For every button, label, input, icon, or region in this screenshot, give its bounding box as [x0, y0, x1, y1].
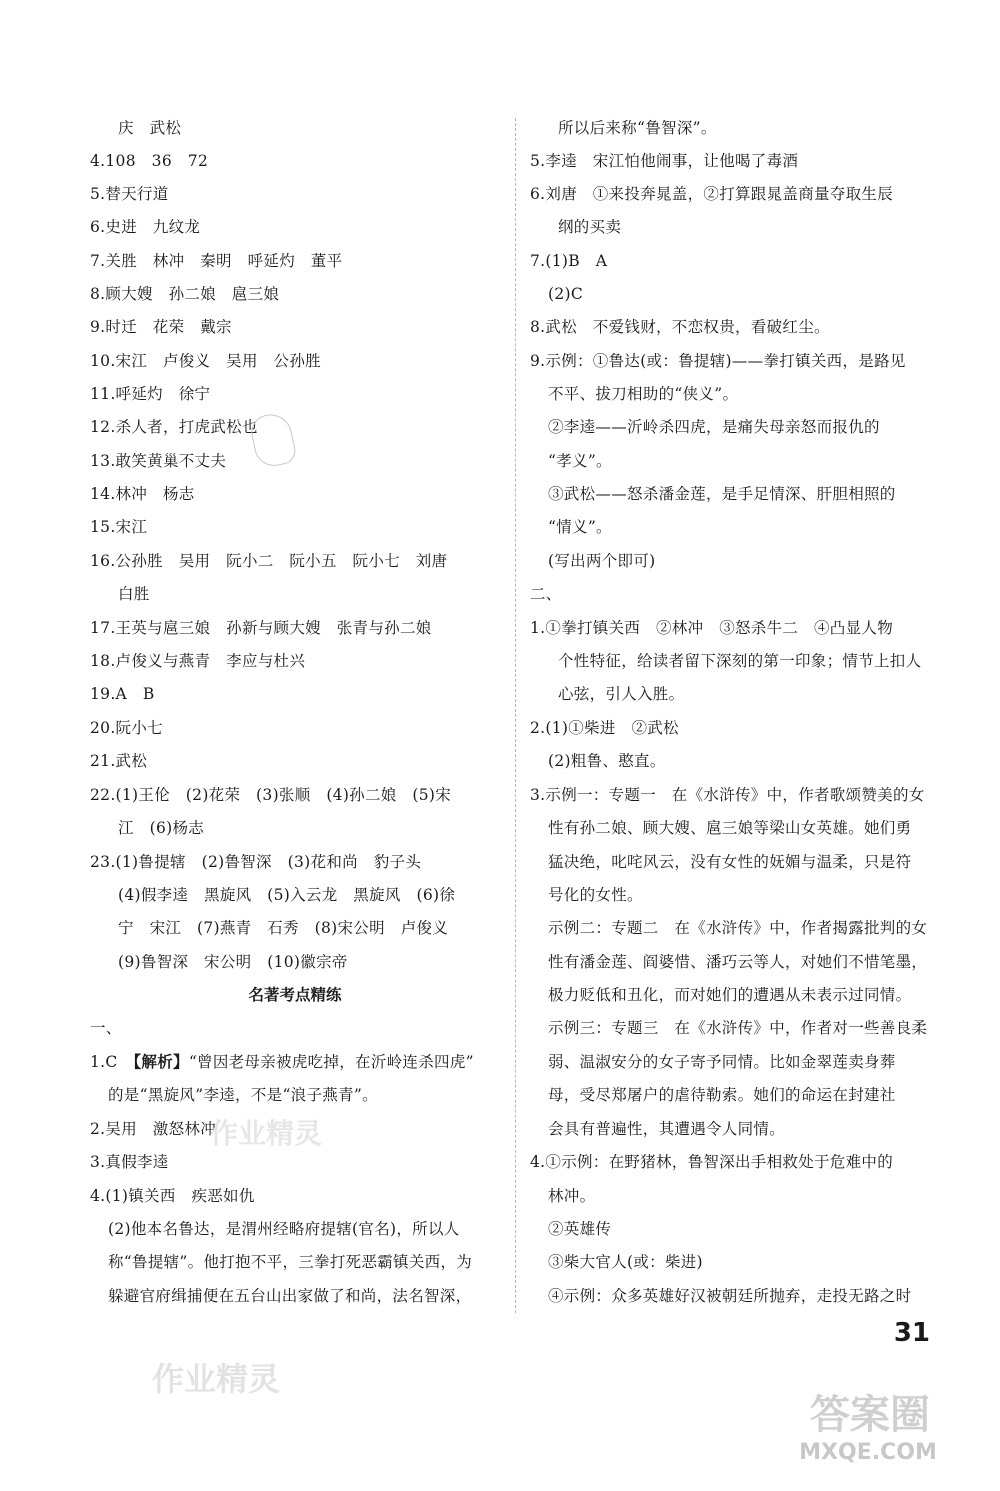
- answer-line: 江 (6)杨志: [118, 819, 205, 837]
- answer-line: 8.武松 不爱钱财，不恋权贵，看破红尘。: [530, 318, 830, 336]
- answer-line: 6.刘唐 ①来投奔晁盖，②打算跟晁盖商量夺取生辰: [530, 185, 893, 203]
- answer-line: 白胜: [118, 585, 150, 603]
- answer-line: 8.顾大嫂 孙二娘 扈三娘: [90, 285, 280, 303]
- part-label: 一、: [90, 1019, 122, 1037]
- answer-line: 15.宋江: [90, 518, 148, 536]
- answer-line: 3.示例一：专题一 在《水浒传》中，作者歌颂赞美的女: [530, 786, 925, 804]
- answer-line: 20.阮小七: [90, 719, 163, 737]
- answer-line: 庆 武松: [118, 119, 182, 137]
- answer-line: 2.吴用 激怒林冲: [90, 1120, 216, 1138]
- part-label: 二、: [530, 585, 562, 603]
- analysis-text: “曾因老母亲被虎吃掉，在沂岭连杀四虎”: [188, 1053, 474, 1071]
- answer-line: 林冲。: [548, 1187, 596, 1205]
- answer-line: (2)粗鲁、憨直。: [548, 752, 666, 770]
- answer-line: 性有潘金莲、阎婆惜、潘巧云等人，对她们不惜笔墨，: [548, 953, 928, 971]
- watermark-text: 作业精灵: [210, 1117, 323, 1150]
- answer-line: 19.A B: [90, 685, 155, 703]
- answer-line: 示例二：专题二 在《水浒传》中，作者揭露批判的女: [548, 919, 928, 937]
- answer-line: [90, 1052, 474, 1072]
- answer-line: 所以后来称“鲁智深”。: [558, 119, 717, 137]
- answer-line: 17.王英与扈三娘 孙新与顾大嫂 张青与孙二娘: [90, 619, 432, 637]
- answer-line: 纲的买卖: [558, 218, 622, 236]
- section-title: 名著考点精练: [248, 986, 342, 1004]
- answer-line: 个性特征，给读者留下深刻的第一印象；情节上扣人: [558, 652, 922, 670]
- answer-line: 称“鲁提辖”。他打抱不平，三拳打死恶霸镇关西，为: [108, 1253, 473, 1271]
- answer-line: 12.杀人者，打虎武松也: [90, 418, 258, 436]
- answer-line: 心弦，引人入胜。: [558, 685, 685, 703]
- answer-line: (9)鲁智深 宋公明 (10)徽宗帝: [118, 953, 348, 971]
- answer-line: ②英雄传: [548, 1220, 612, 1238]
- answer-line: 号化的女性。: [548, 886, 643, 904]
- answer-line: “情义”。: [548, 518, 612, 536]
- answer-line: (2)他本名鲁达，是渭州经略府提辖(官名)，所以人: [108, 1220, 460, 1238]
- answer-line: ②李逵——沂岭杀四虎，是痛失母亲怒而报仇的: [548, 418, 880, 436]
- answer-line: “孝义”。: [548, 452, 612, 470]
- answer-line: 示例三：专题三 在《水浒传》中，作者对一些善良柔: [548, 1019, 928, 1037]
- answer-line: 4.(1)镇关西 疾恶如仇: [90, 1187, 255, 1205]
- answer-line: (写出两个即可): [548, 552, 656, 570]
- answer-line: 5.李逵 宋江怕他闹事，让他喝了毒酒: [530, 152, 799, 170]
- answer-line: 11.呼延灼 徐宁: [90, 385, 211, 403]
- answer-line: 16.公孙胜 吴用 阮小二 阮小五 阮小七 刘唐: [90, 552, 448, 570]
- answer-line: 7.(1)B A: [530, 252, 608, 270]
- answer-line: 猛决绝，叱咤风云，没有女性的妩媚与温柔，只是符: [548, 853, 912, 871]
- question-number: 1.C: [90, 1053, 134, 1071]
- answer-line: 13.敢笑黄巢不丈夫: [90, 452, 227, 470]
- answer-line: (4)假李逵 黑旋风 (5)入云龙 黑旋风 (6)徐: [118, 886, 456, 904]
- answer-line: 的是“黑旋风”李逵，不是“浪子燕青”。: [108, 1086, 378, 1104]
- column-divider: [515, 118, 516, 1313]
- page-number: 31: [893, 1318, 930, 1348]
- answer-line: 21.武松: [90, 752, 148, 770]
- answer-line: 18.卢俊义与燕青 李应与杜兴: [90, 652, 306, 670]
- answer-line: 14.林冲 杨志: [90, 485, 195, 503]
- answer-line: 22.(1)王伦 (2)花荣 (3)张顺 (4)孙二娘 (5)宋: [90, 786, 452, 804]
- watermark-logo: 答案圈: [810, 1392, 930, 1438]
- answer-line: 9.时迁 花荣 戴宗: [90, 318, 232, 336]
- answer-line: 极力贬低和丑化，而对她们的遭遇从未表示过同情。: [548, 986, 912, 1004]
- analysis-tag: 【解析】: [133, 1053, 189, 1071]
- answer-line: (2)C: [548, 285, 584, 303]
- answer-line: 性有孙二娘、顾大嫂、扈三娘等梁山女英雄。她们勇: [548, 819, 912, 837]
- answer-line: 弱、温淑安分的女子寄予同情。比如金翠莲卖身葬: [548, 1053, 896, 1071]
- answer-line: 躲避官府缉捕便在五台山出家做了和尚，法名智深，: [108, 1287, 472, 1305]
- answer-line: 母，受尽郑屠户的虐待勒索。她们的命运在封建社: [548, 1086, 896, 1104]
- answer-line: 不平、拔刀相助的“侠义”。: [548, 385, 739, 403]
- answer-line: 宁 宋江 (7)燕青 石秀 (8)宋公明 卢俊义: [118, 919, 449, 937]
- answer-line: 1.①拳打镇关西 ②林冲 ③怒杀牛二 ④凸显人物: [530, 619, 893, 637]
- answer-line: 3.真假李逵: [90, 1153, 169, 1171]
- answer-line: ③柴大官人(或：柴进): [548, 1253, 703, 1271]
- answer-line: 7.关胜 林冲 秦明 呼延灼 董平: [90, 252, 343, 270]
- answer-line: ④示例：众多英雄好汉被朝廷所抛弃，走投无路之时: [548, 1287, 912, 1305]
- answer-line: ③武松——怒杀潘金莲，是手足情深、肝胆相照的: [548, 485, 896, 503]
- answer-line: 6.史进 九纹龙: [90, 218, 201, 236]
- stamp-watermark: [248, 410, 298, 469]
- answer-line: 会具有普遍性，其遭遇令人同情。: [548, 1120, 786, 1138]
- watermark-text: 作业精灵: [152, 1360, 281, 1398]
- answer-line: 10.宋江 卢俊义 吴用 公孙胜: [90, 352, 321, 370]
- watermark-site: MXQE.COM: [799, 1440, 937, 1465]
- answer-line: 4.①示例：在野猪林，鲁智深出手相救处于危难中的: [530, 1153, 893, 1171]
- answer-line: 23.(1)鲁提辖 (2)鲁智深 (3)花和尚 豹子头: [90, 853, 422, 871]
- answer-line: 5.替天行道: [90, 185, 169, 203]
- answer-line: 2.(1)①柴进 ②武松: [530, 719, 679, 737]
- answer-line: 9.示例：①鲁达(或：鲁提辖)——拳打镇关西，是路见: [530, 352, 906, 370]
- answer-line: 4.108 36 72: [90, 152, 209, 170]
